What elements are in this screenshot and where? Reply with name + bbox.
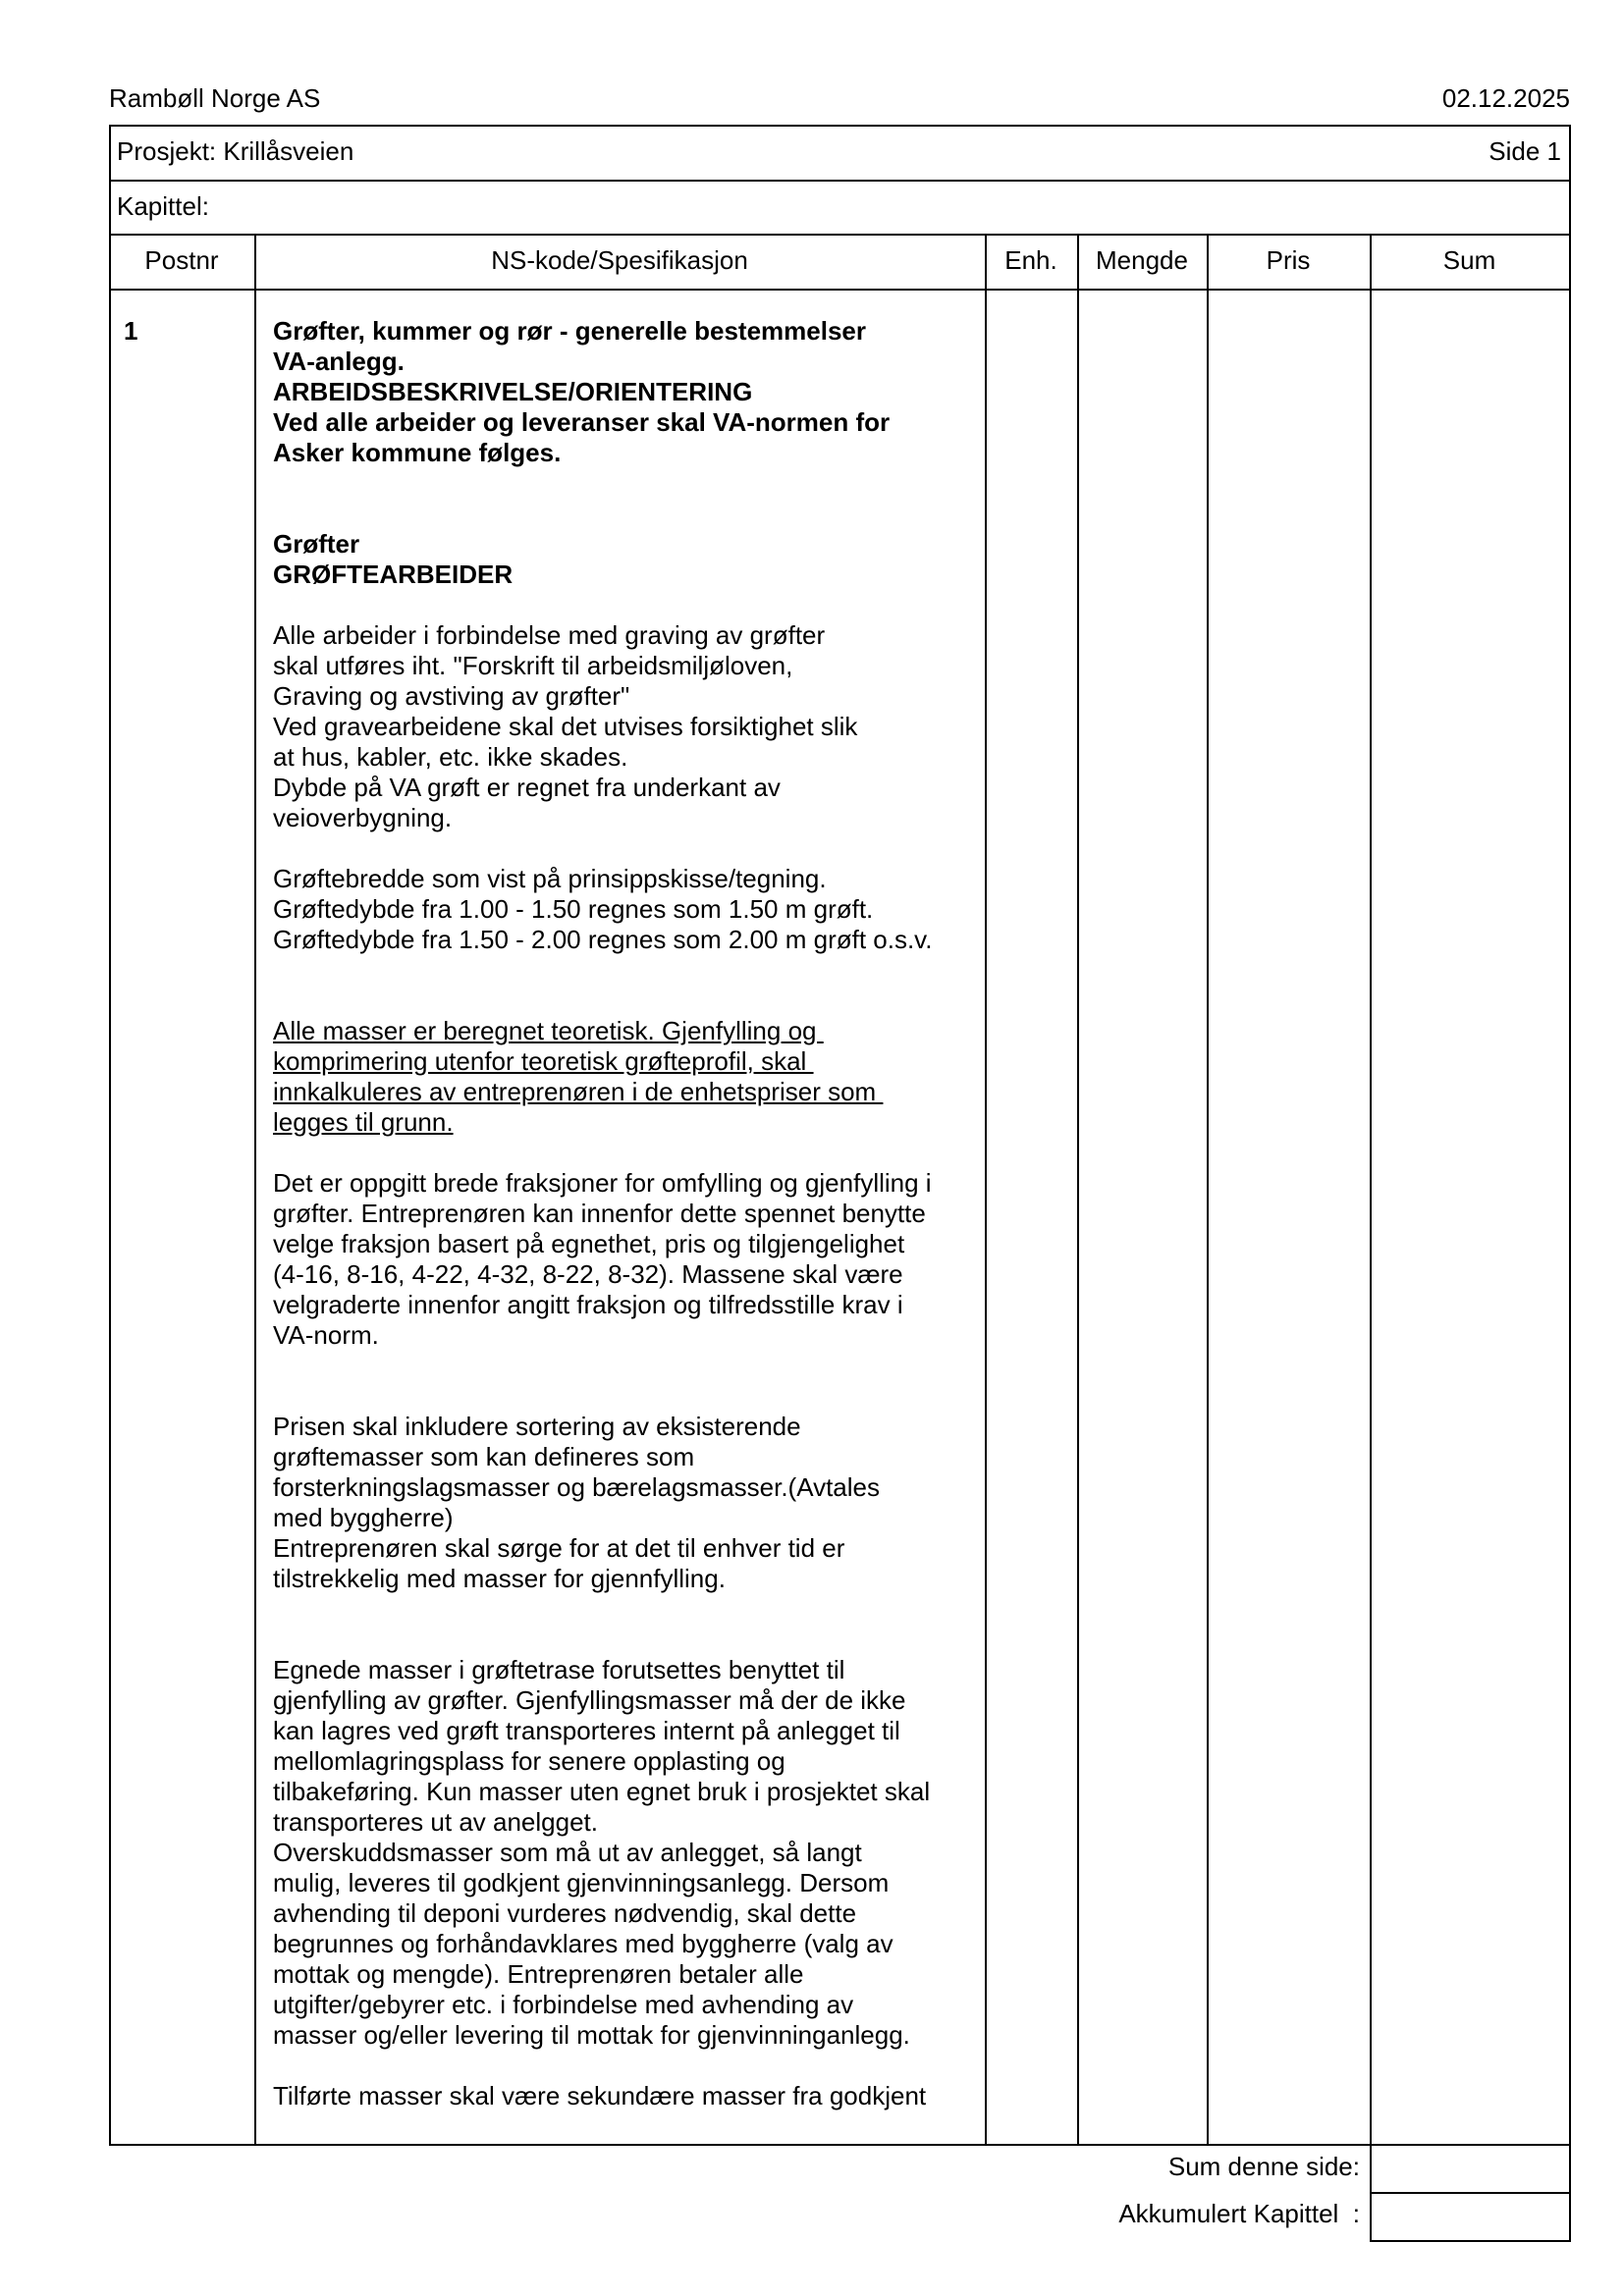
column-header-quantity: Mengde (1096, 245, 1188, 275)
paragraph-theoretical-masses: Alle masser er beregnet teoretisk. Gjenfylling og komprimering utenfor teoretisk grøfteprofil, skal innkalkuleres av entreprenøren i de enhetspriser som legges til grunn. (273, 1016, 877, 1137)
company-name: Rambøll Norge AS (109, 83, 321, 113)
page-sum-label: Sum denne side: (1167, 2152, 1360, 2181)
page-sum-value (1372, 2146, 1569, 2192)
document-date: 02.12.2025 (1441, 83, 1570, 113)
accumulated-chapter-value (1372, 2194, 1569, 2240)
project-label: Prosjekt: Krillåsveien (117, 136, 354, 166)
column-header-sum: Sum (1442, 245, 1496, 275)
paragraph-fractions: Det er oppgitt brede fraksjoner for omfylling og gjenfylling i grøfter. Entreprenøren kan innenfor dette spennet benytte velge fraksjon basert på egnethet, pris og tilgjengelighet (4-16, 8-16, 4-22, 4-32, 8-22, 8-32). Massene skal være velgraderte innenfor angitt fraksjon og tilfredsstille krav i VA-norm. (273, 1168, 932, 1350)
column-header-unit: Enh. (1004, 245, 1057, 275)
section-subtitle: GRØFTEARBEIDER (273, 560, 514, 589)
paragraph-excavation: Alle arbeider i forbindelse med graving av grøfter skal utføres iht. "Forskrift til arbeidsmiljøloven, Graving og avstiving av grøfter" Ved gravearbeidene skal det utvises forsiktighet slik at hus, kabler, etc. ikke skades. Dybde på VA grøft er regnet fra underkant av veioverbygning. (273, 620, 858, 832)
item-title-line: Ved alle arbeider og leveranser skal VA-normen for (273, 407, 891, 437)
item-postnr: 1 (124, 316, 138, 346)
chapter-label: Kapittel: (117, 191, 209, 221)
item-specification (273, 316, 990, 2111)
accumulated-chapter-label: Akkumulert Kapittel : (1118, 2199, 1360, 2228)
item-title-line: Asker kommune følges. (273, 438, 562, 467)
column-header-spec: NS-kode/Spesifikasjon (491, 245, 748, 275)
paragraph-trench-width: Grøftebredde som vist på prinsippskisse/tegning. Grøftedybde fra 1.00 - 1.50 regnes som 1.50 m grøft. Grøftedybde fra 1.50 - 2.00 regnes som 2.00 m grøft o.s.v. (273, 864, 933, 954)
column-header-price: Pris (1266, 245, 1311, 275)
column-header-postnr: Postnr (144, 245, 219, 275)
paragraph-surplus-masses: Egnede masser i grøftetrase forutsettes benyttet til gjenfylling av grøfter. Gjenfyllingsmasser må der de ikke kan lagres ved grøft transporteres internt på anlegget til mellomlagringsplass for senere opplasting og tilbakeføring. Kun masser uten egnet bruk i prosjektet skal transporteres ut av anelgget. Overskuddsmasser som må ut av anlegget, så langt mulig, leveres til godkjent gjenvinningsanlegg. Dersom avhending til deponi vurderes nødvendig, skal dette begrunnes og forhåndavklares med byggherre (valg av mottak og mengde). Entreprenøren betaler alle utgifter/gebyrer etc. i forbindelse med avhending av masser og/eller levering til mottak for gjenvinninganlegg. (273, 1655, 931, 2050)
section-title: Grøfter (273, 529, 360, 559)
item-title-line: VA-anlegg. (273, 347, 405, 376)
page-number: Side 1 (1489, 136, 1561, 166)
paragraph-sorting: Prisen skal inkludere sortering av eksisterende grøftemasser som kan defineres som forsterkningslagsmasser og bærelagsmasser.(Avtales med byggherre) Entreprenøren skal sørge for at det til enhver tid er tilstrekkelig med masser for gjennfylling. (273, 1412, 881, 1593)
paragraph-supplied-masses: Tilførte masser skal være sekundære masser fra godkjent (273, 2081, 927, 2110)
item-title-line: ARBEIDSBESKRIVELSE/ORIENTERING (273, 377, 753, 406)
item-title-line: Grøfter, kummer og rør - generelle bestemmelser (273, 316, 866, 346)
